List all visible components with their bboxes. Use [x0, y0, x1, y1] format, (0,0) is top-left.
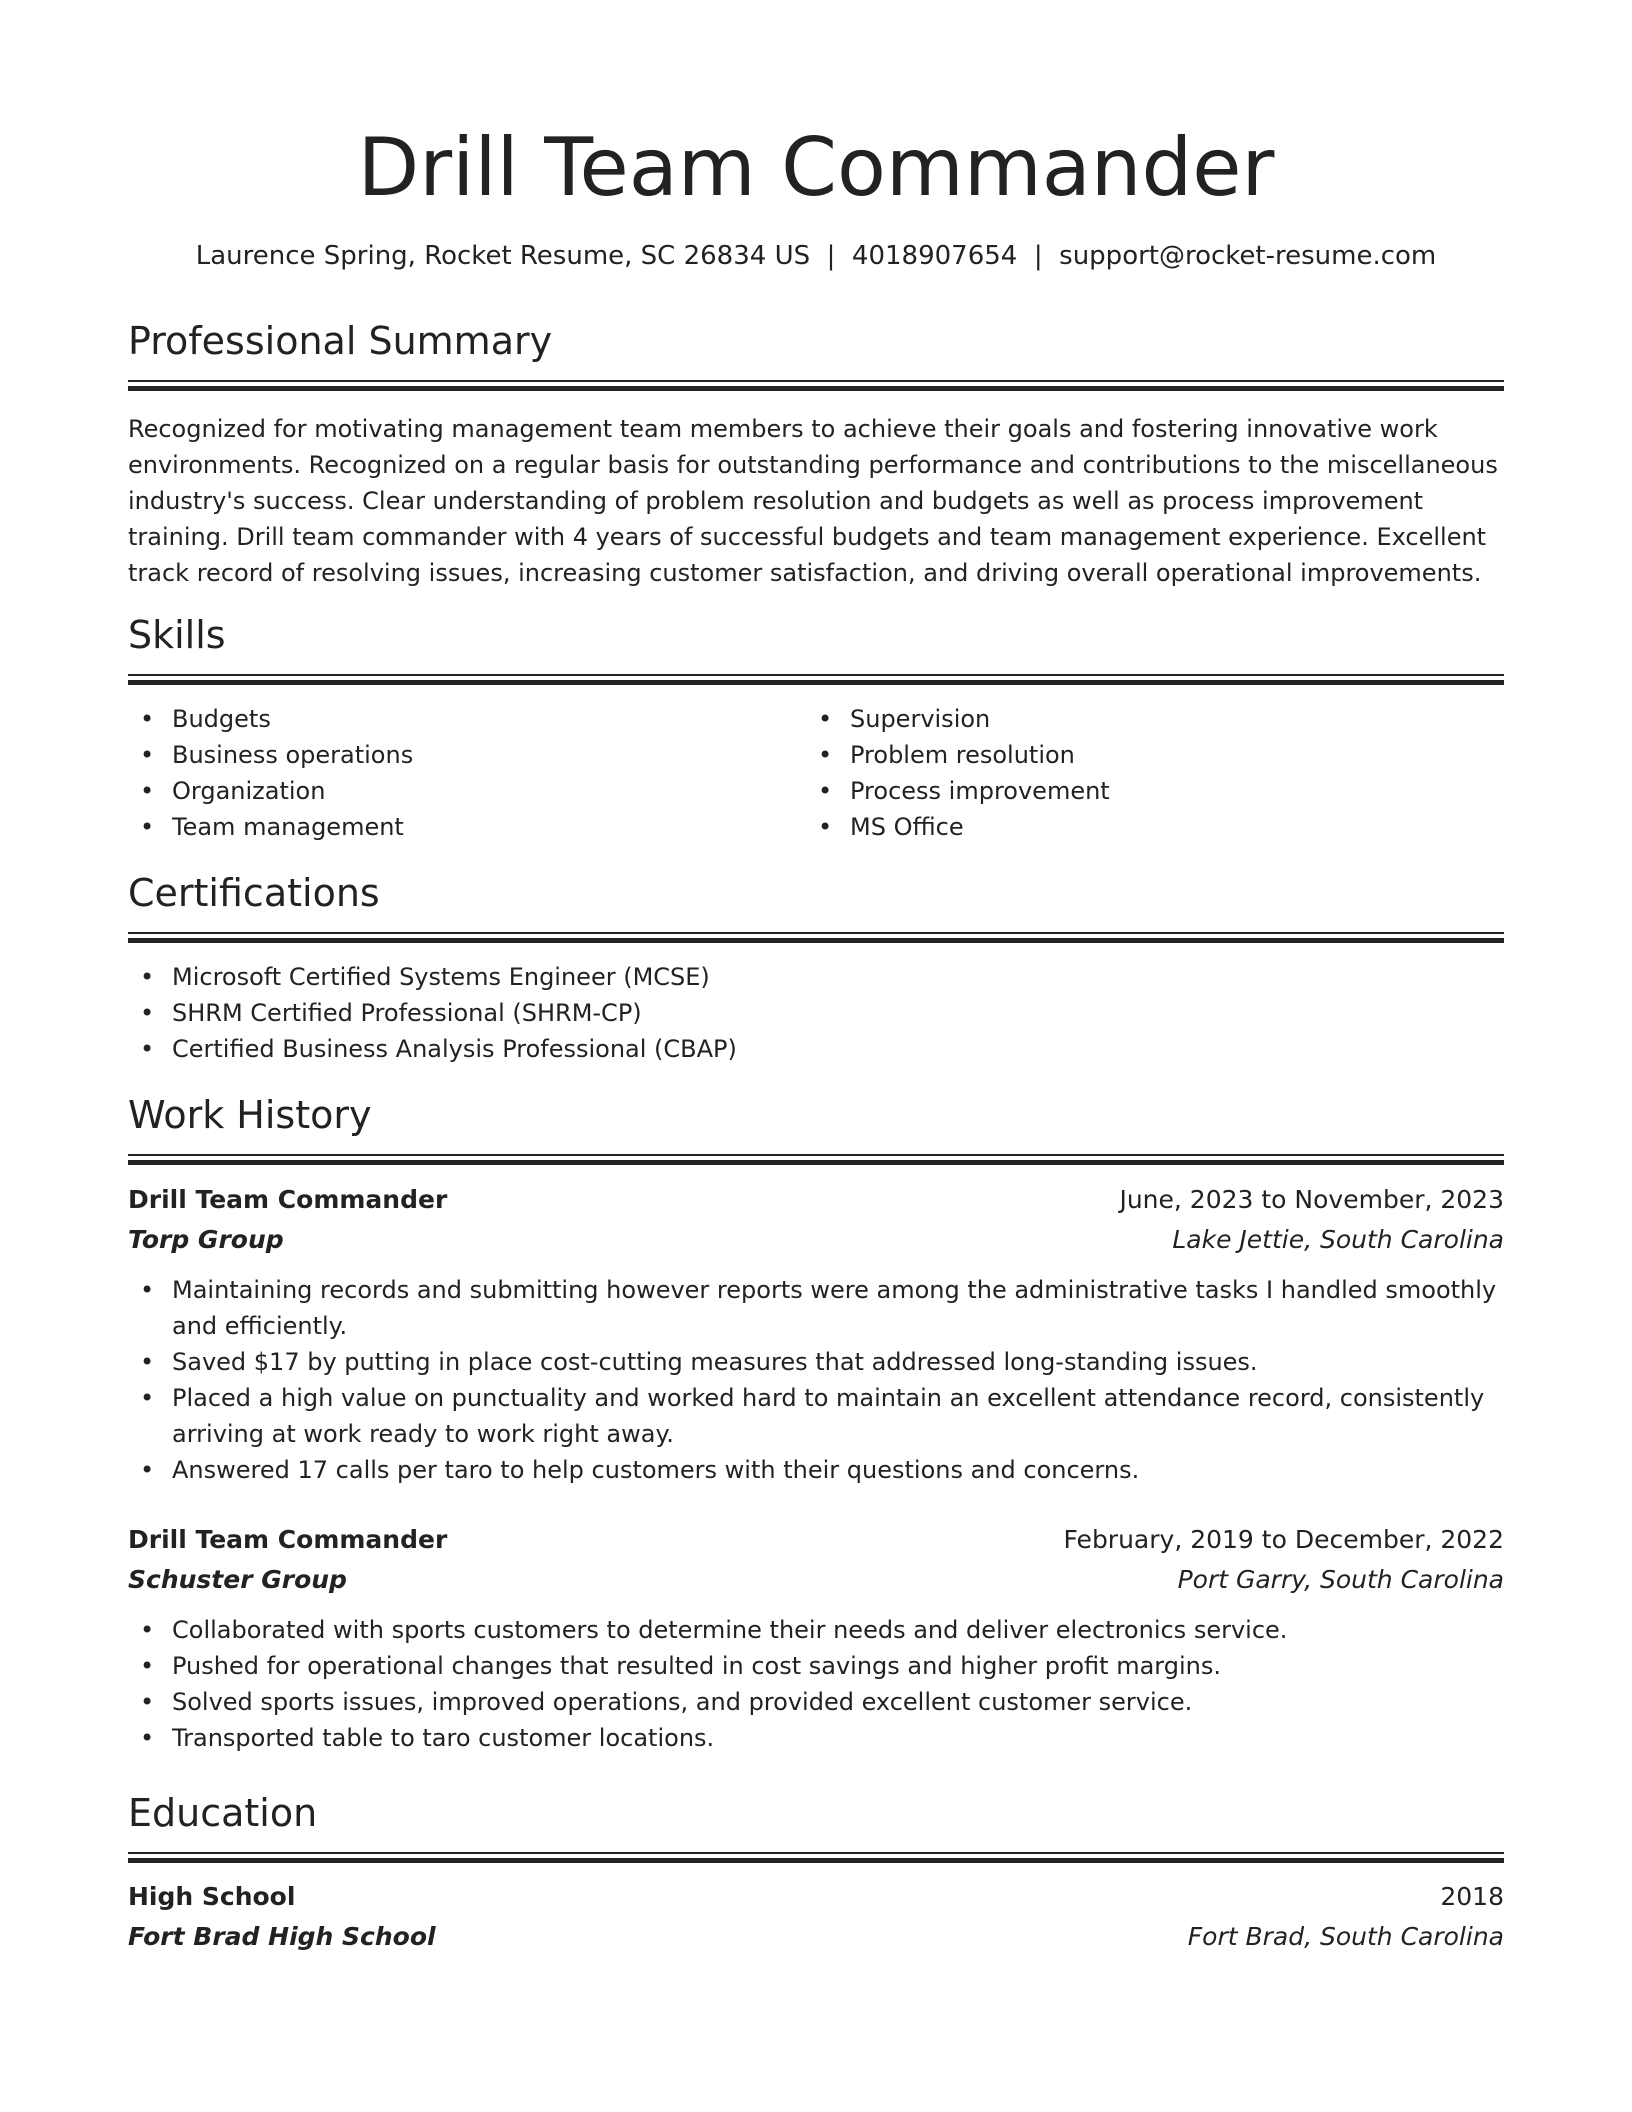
- section-divider: [128, 932, 1504, 943]
- certification-item: • SHRM Certified Professional (SHRM-CP): [128, 995, 1504, 1031]
- section-divider: [128, 1154, 1504, 1165]
- section-divider: [128, 674, 1504, 685]
- education-section: [128, 1788, 1504, 1957]
- work-history-heading: Work History: [128, 1093, 372, 1137]
- skills-section: [128, 610, 1504, 845]
- skills-columns: [128, 701, 1504, 845]
- job-bullets: [128, 1272, 1504, 1488]
- section-divider: [128, 380, 1504, 391]
- certification-item: • Microsoft Certified Systems Engineer (MCSE): [128, 959, 1504, 995]
- skill-item: • Problem resolution: [806, 737, 1484, 773]
- graduation-year: 2018: [1440, 1882, 1504, 1911]
- summary-text: Recognized for motivating management team members to achieve their goals and fostering innovative work environments. Recognized on a regular basis for outstanding performance and contributions to the miscellaneous industry's success. Clear understanding of problem resolution and budgets as well as process improvement training. Drill team commander with 4 years of successful budgets and team management experience. Excellent track record of resolving issues, increasing customer satisfaction, and driving overall operational improvements.: [128, 415, 1498, 587]
- job-bullet: • Placed a high value on punctuality and worked hard to maintain an excellent attendance record, consistently arriving at work ready to work right away.: [128, 1380, 1504, 1452]
- company-name: Schuster Group: [128, 1565, 347, 1594]
- certifications-heading: Certifications: [128, 871, 380, 915]
- education-heading: Education: [128, 1791, 318, 1835]
- job-dates: June, 2023 to November, 2023: [1119, 1185, 1504, 1214]
- job-bullet: • Saved $17 by putting in place cost-cutting measures that addressed long-standing issues.: [128, 1344, 1504, 1380]
- summary-heading: Professional Summary: [128, 319, 553, 363]
- certifications-section: [128, 868, 1504, 1067]
- school-location: Fort Brad, South Carolina: [1187, 1922, 1504, 1951]
- job-bullet: • Maintaining records and submitting however reports were among the administrative tasks I handled smoothly and efficiently.: [128, 1272, 1504, 1344]
- skill-item: • Organization: [128, 773, 806, 809]
- skills-left-list: [128, 701, 806, 845]
- job-location: Lake Jettie, South Carolina: [1172, 1225, 1504, 1254]
- job-title: Drill Team Commander: [128, 1525, 448, 1554]
- job-dates: February, 2019 to December, 2022: [1063, 1525, 1504, 1554]
- job-bullet: • Transported table to taro customer locations.: [128, 1720, 1504, 1756]
- resume-title: Drill Team Commander: [357, 121, 1275, 214]
- summary-section: [128, 316, 1504, 591]
- job-entry: [128, 1180, 1504, 1488]
- job-title: Drill Team Commander: [128, 1185, 448, 1214]
- skills-heading: Skills: [128, 613, 226, 657]
- company-name: Torp Group: [128, 1225, 284, 1254]
- skill-item: • Team management: [128, 809, 806, 845]
- job-bullet: • Pushed for operational changes that resulted in cost savings and higher profit margins.: [128, 1648, 1504, 1684]
- job-bullets: [128, 1612, 1504, 1756]
- work-history-section: [128, 1090, 1504, 1165]
- section-divider: [128, 1852, 1504, 1863]
- school-name: Fort Brad High School: [128, 1922, 436, 1951]
- skill-item: • Business operations: [128, 737, 806, 773]
- certification-item: • Certified Business Analysis Professional (CBAP): [128, 1031, 1504, 1067]
- certifications-list: [128, 959, 1504, 1067]
- job-entry: [128, 1520, 1504, 1756]
- job-bullet: • Answered 17 calls per taro to help customers with their questions and concerns.: [128, 1452, 1504, 1488]
- skills-right-list: [806, 701, 1484, 845]
- job-location: Port Garry, South Carolina: [1177, 1565, 1504, 1594]
- skill-item: • Process improvement: [806, 773, 1484, 809]
- contact-line: Laurence Spring, Rocket Resume, SC 26834 US | 4018907654 | support@rocket-resume.com: [195, 241, 1437, 271]
- job-bullet: • Solved sports issues, improved operations, and provided excellent customer service.: [128, 1684, 1504, 1720]
- skill-item: • Supervision: [806, 701, 1484, 737]
- degree: High School: [128, 1882, 296, 1911]
- skill-item: • MS Office: [806, 809, 1484, 845]
- job-bullet: • Collaborated with sports customers to determine their needs and deliver electronics service.: [128, 1612, 1504, 1648]
- skill-item: • Budgets: [128, 701, 806, 737]
